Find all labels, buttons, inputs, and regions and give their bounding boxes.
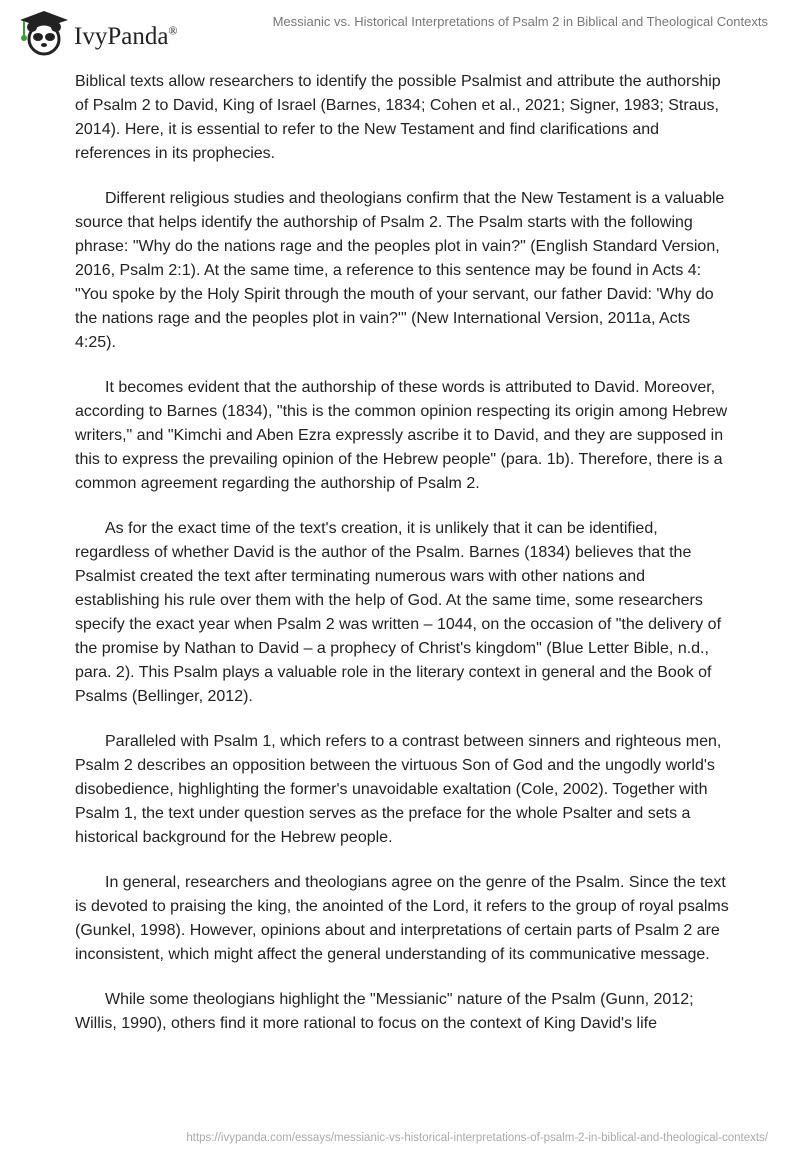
panda-graduate-icon <box>14 8 72 56</box>
paragraph: While some theologians highlight the "Messianic" nature of the Psalm (Gunn, 2012; Willis, 1990), others find it more rational to focus on the context of King David's life <box>75 991 694 1032</box>
paragraph: Biblical texts allow researchers to identify the possible Psalmist and attribute the authorship of Psalm 2 to David, King of Israel (Barnes, 1834; Cohen et al., 2021; Signer, 1983; Straus, 2014). Here, it is essential to refer to the New Testament and find clarifications and references in its prophecies. <box>75 73 721 162</box>
paragraph: As for the exact time of the text's creation, it is unlikely that it can be identified, regardless of whether David is the author of the Psalm. Barnes (1834) believes that the Psalmist created the text after terminating numerous wars with other nations and establishing his rule over them with the help of God. At the same time, some researchers specify the exact year when Psalm 2 was written – 1044, on the occasion of "the delivery of the promise by Nathan to David – a prophecy of Christ's kingdom" (Blue Letter Bible, n.d., para. 2). This Psalm plays a valuable role in the literary context in general and the Book of Psalms (Bellinger, 2012). <box>75 520 722 705</box>
source-url-link[interactable]: https://ivypanda.com/essays/messianic-vs-historical-interpretations-of-psalm-2-in-biblical-and-theological-contexts/ <box>186 1132 768 1144</box>
paragraph: In general, researchers and theologians agree on the genre of the Psalm. Since the text is devoted to praising the king, the anointed of the Lord, it refers to the group of royal psalms (Gunkel, 1998). However, opinions about and interpretations of certain parts of Psalm 2 are inconsistent, which might affect the general understanding of its communicative message. <box>75 874 729 963</box>
paragraph: It becomes evident that the authorship of these words is attributed to David. Moreover, according to Barnes (1834), "this is the common opinion respecting its origin among Hebrew writers," and "Kimchi and Aben Ezra expressly ascribe it to David, and they are supposed in this to express the prevailing opinion of the Hebrew people" (para. 1b). Therefore, there is a common agreement regarding the authorship of Psalm 2. <box>75 379 728 492</box>
paragraph: Different religious studies and theologians confirm that the New Testament is a valuable source that helps identify the authorship of Psalm 2. The Psalm starts with the following phrase: "Why do the nations rage and the peoples plot in vain?" (English Standard Version, 2016, Psalm 2:1). At the same time, a reference to this sentence may be found in Acts 4: "You spoke by the Holy Spirit through the mouth of your servant, our father David: 'Why do the nations rage and the peoples plot in vain?'" (New International Version, 2011a, Acts 4:25). <box>75 190 725 351</box>
essay-body <box>75 70 731 1057</box>
document-title: Messianic vs. Historical Interpretations of Psalm 2 in Biblical and Theological Contexts <box>272 14 768 29</box>
ivypanda-logo[interactable] <box>14 8 178 56</box>
paragraph: Paralleled with Psalm 1, which refers to a contrast between sinners and righteous men, Psalm 2 describes an opposition between the virtuous Son of God and the ungodly world's disobedience, highlighting the former's unavoidable exaltation (Cole, 2002). Together with Psalm 1, the text under question serves as the preface for the whole Psalter and sets a historical background for the Hebrew people. <box>75 733 722 846</box>
logo-text: IvyPanda® <box>74 23 178 50</box>
